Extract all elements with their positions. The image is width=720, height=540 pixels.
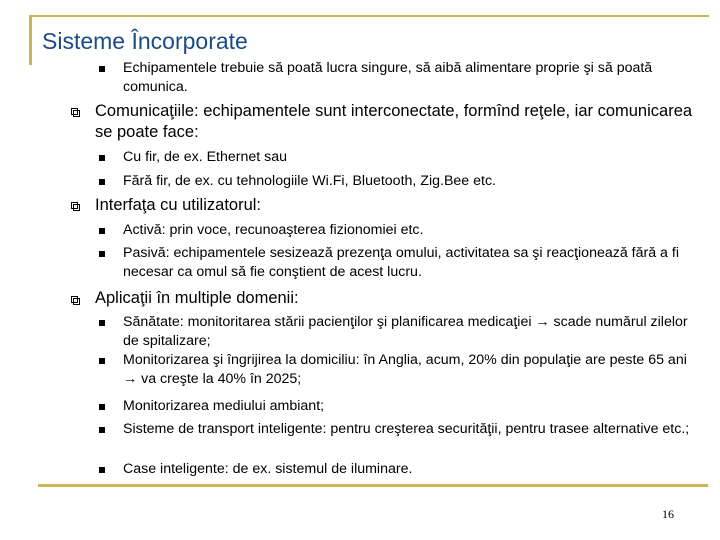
ui-item-passive: Pasivă: echipamentele sesizează prezenţa omului, activitatea sa şi reacţionează fără a fi necesar ca omul să fie conştient de acest lucru. <box>123 245 679 280</box>
bullet-square-icon <box>99 251 105 257</box>
bullet-square-icon <box>99 320 105 326</box>
bullet-square-icon <box>99 66 105 72</box>
comm-item-wireless: Fără fir, de ex. cu tehnologiile Wi.Fi, Bluetooth, Zig.Bee etc. <box>123 173 496 189</box>
bullet-square-icon <box>99 179 105 185</box>
slide-title: Sisteme Încorporate <box>42 28 248 54</box>
app-item-environment: Monitorizarea mediului ambiant; <box>123 398 325 414</box>
app-item-transport: Sisteme de transport inteligente: pentru creşterea securităţii, pentru trasee alternative etc.; <box>123 421 690 437</box>
bullet-square-icon <box>99 155 105 161</box>
bullet-square-icon <box>99 358 105 364</box>
hollow-square-icon <box>71 202 80 211</box>
bullet-square-icon <box>99 228 105 234</box>
page-number: 16 <box>662 507 674 521</box>
hollow-square-icon <box>71 108 80 117</box>
ui-item-active: Activă: prin voce, recunoaşterea fizionomiei etc. <box>123 222 424 238</box>
hollow-square-icon <box>71 296 80 305</box>
app-heading: Aplicaţii în multiple domenii: <box>95 289 299 307</box>
comm-heading: Comunicaţiile: echipamentele sunt interconectate, formînd reţele, iar comunicarea se poate face: <box>95 102 693 141</box>
comm-item-wired: Cu fir, de ex. Ethernet sau <box>123 149 288 165</box>
ui-heading: Interfaţa cu utilizatorul: <box>95 196 261 214</box>
bullet-square-icon <box>99 427 105 433</box>
left-accent-rule <box>29 15 32 65</box>
intro-text: Echipamentele trebuie să poată lucra singure, să aibă alimentare proprie şi să poată comunica. <box>123 60 653 95</box>
bottom-accent-rule <box>38 484 708 487</box>
top-accent-rule <box>29 15 709 17</box>
app-item-smarthome: Case inteligente: de ex. sistemul de iluminare. <box>123 461 413 477</box>
app-item-homecare: Monitorizarea şi îngrijirea la domiciliu: în Anglia, acum, 20% din populaţie are peste 65 ani → va creşte la 40% în 2025; <box>123 352 687 387</box>
bullet-square-icon <box>99 467 105 473</box>
bullet-square-icon <box>99 404 105 410</box>
app-item-health: Sănătate: monitoritarea stării pacienţilor şi planificarea medicaţiei → scade numărul zilelor de spitalizare; <box>123 314 688 349</box>
